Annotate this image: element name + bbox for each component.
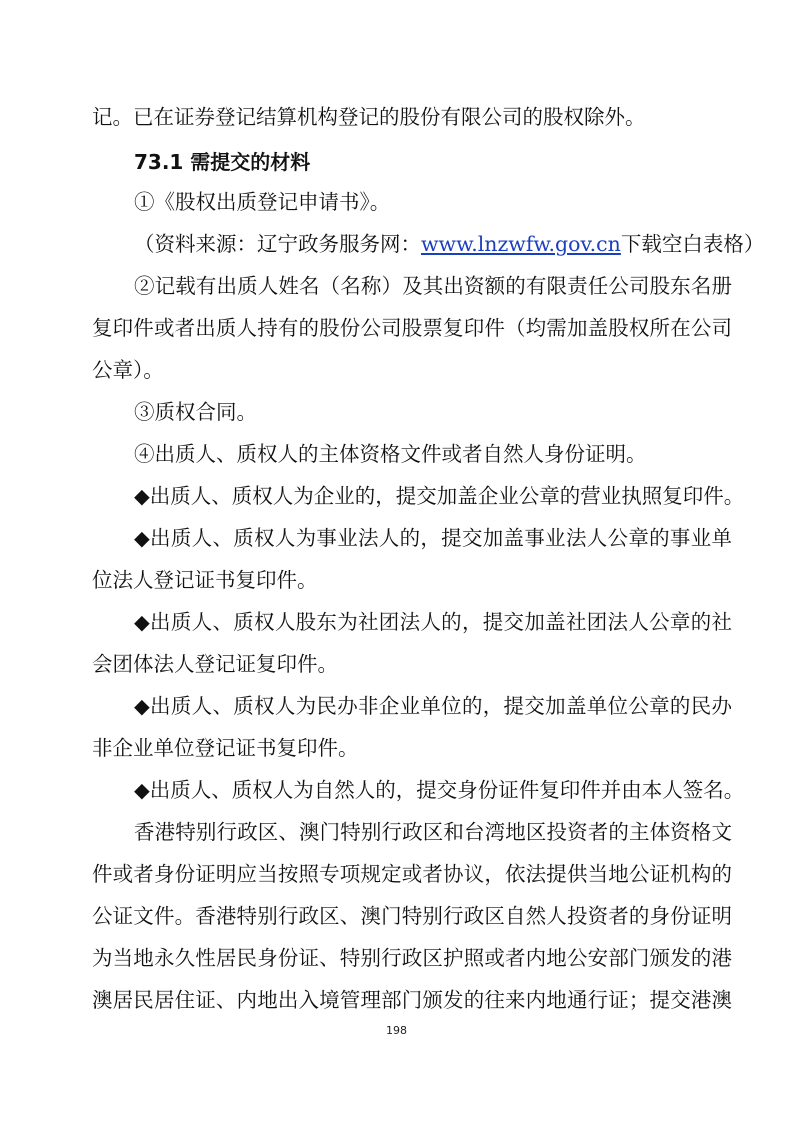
bullet-item: ◆出质人、质权人为事业法人的，提交加盖事业法人公章的事业单 [134,526,732,550]
paragraph-line: 澳居民居住证、内地出入境管理部门颁发的往来内地通行证；提交港澳 [92,988,732,1012]
bullet-item: ◆出质人、质权人股东为社团法人的，提交加盖社团法人公章的社 [134,610,732,634]
paragraph-line: 香港特别行政区、澳门特别行政区和台湾地区投资者的主体资格文 [134,820,732,844]
section-heading: 73.1 需提交的材料 [134,150,311,174]
text-line: 复印件或者出质人持有的股份公司股票复印件（均需加盖股权所在公司 [92,316,732,340]
text-line: 记。已在证券登记结算机构登记的股份有限公司的股权除外。 [92,105,646,129]
text-line: 会团体法人登记证复印件。 [92,652,338,676]
source-prefix: （资料来源：辽宁政务服务网： [134,232,421,256]
bullet-item: ◆出质人、质权人为企业的，提交加盖企业公章的营业执照复印件。 [134,484,745,508]
list-item: ②记载有出质人姓名（名称）及其出资额的有限责任公司股东名册 [134,274,732,298]
text-line: 非企业单位登记证书复印件。 [92,736,359,760]
paragraph-line: 为当地永久性居民身份证、特别行政区护照或者内地公安部门颁发的港 [92,946,732,970]
list-item: ①《股权出质登记申请书》。 [134,190,391,214]
list-item: ④出质人、质权人的主体资格文件或者自然人身份证明。 [134,442,647,466]
text-line: 公章）。 [92,358,164,382]
source-suffix: 下载空白表格） [620,232,765,256]
text-line: 位法人登记证书复印件。 [92,568,318,592]
page-number: 198 [386,1024,407,1037]
paragraph-line: 公证文件。香港特别行政区、澳门特别行政区自然人投资者的身份证明 [92,904,732,928]
paragraph-line: 件或者身份证明应当按照专项规定或者协议，依法提供当地公证机构的 [92,862,732,886]
bullet-item: ◆出质人、质权人为自然人的，提交身份证件复印件并由本人签名。 [134,778,745,802]
source-link[interactable]: www.lnzwfw.gov.cn [421,232,621,256]
list-item: ③质权合同。 [134,400,257,424]
source-line [134,230,774,258]
bullet-item: ◆出质人、质权人为民办非企业单位的，提交加盖单位公章的民办 [134,694,732,718]
